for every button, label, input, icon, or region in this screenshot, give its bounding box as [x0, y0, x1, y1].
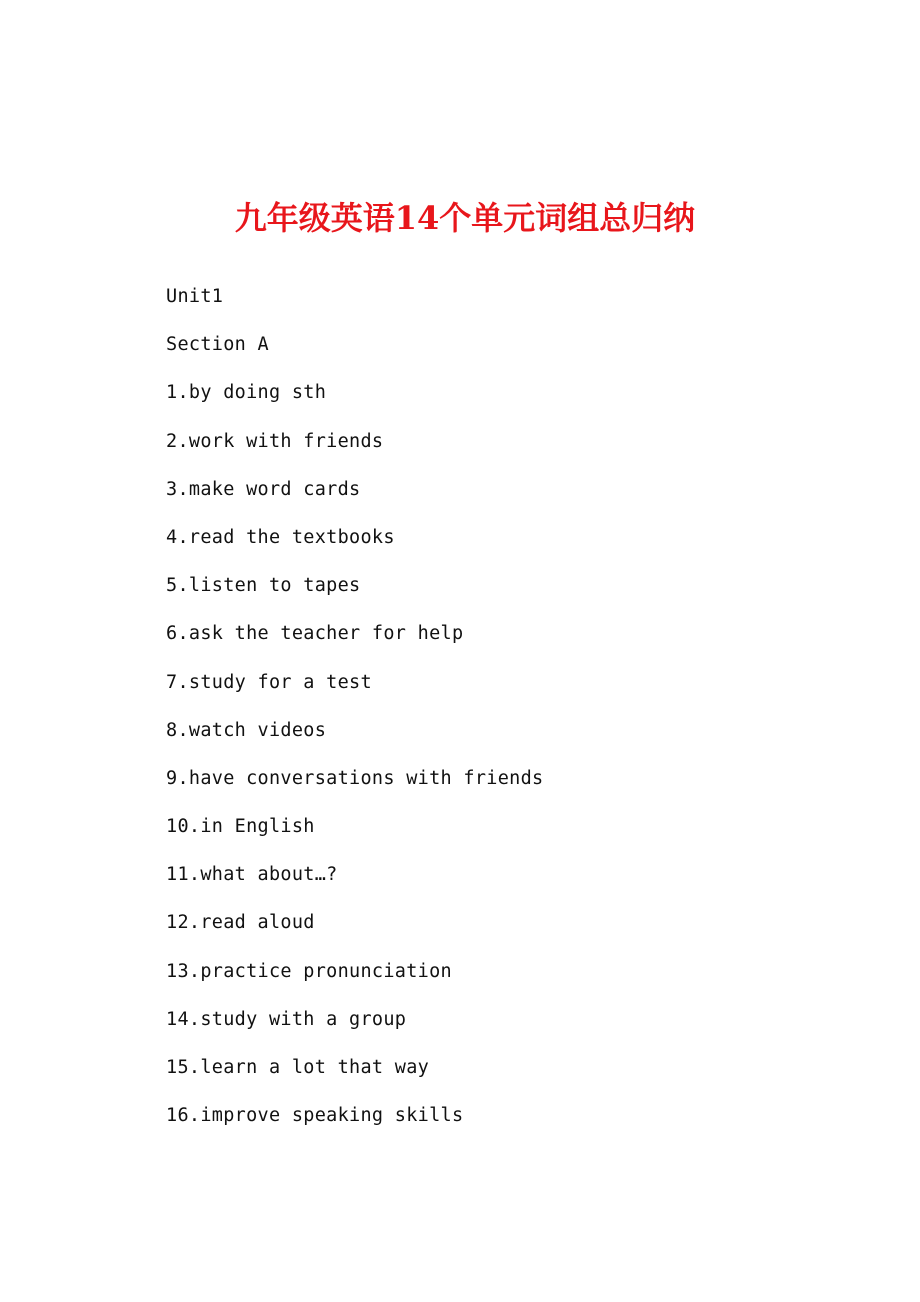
phrase-list — [166, 282, 866, 1149]
phrase-item: 8.watch videos — [166, 719, 327, 741]
phrase-item: 5.listen to tapes — [166, 575, 361, 597]
unit-heading: Unit1 — [166, 286, 224, 307]
section-heading: Section A — [166, 334, 269, 356]
phrase-item: 10.in English — [166, 816, 315, 838]
document-title: 九年级英语14个单元词组总归纳 — [234, 199, 696, 237]
phrase-item: 9.have conversations with friends — [166, 767, 544, 789]
phrase-item: 4.read the textbooks — [166, 526, 395, 548]
phrase-item: 3.make word cards — [166, 478, 361, 500]
phrase-item: 13.practice pronunciation — [166, 960, 452, 982]
phrase-item: 1.by doing sth — [166, 382, 327, 404]
phrase-item: 16.improve speaking skills — [166, 1105, 464, 1127]
phrase-item: 11.what about…? — [166, 864, 338, 886]
phrase-item: 15.learn a lot that way — [166, 1057, 430, 1078]
phrase-item: 14.study with a group — [166, 1008, 407, 1030]
phrase-item: 7.study for a test — [166, 671, 372, 693]
phrase-item: 6.ask the teacher for help — [166, 623, 464, 645]
phrase-item: 2.work with friends — [166, 430, 384, 452]
phrase-item: 12.read aloud — [166, 912, 315, 934]
